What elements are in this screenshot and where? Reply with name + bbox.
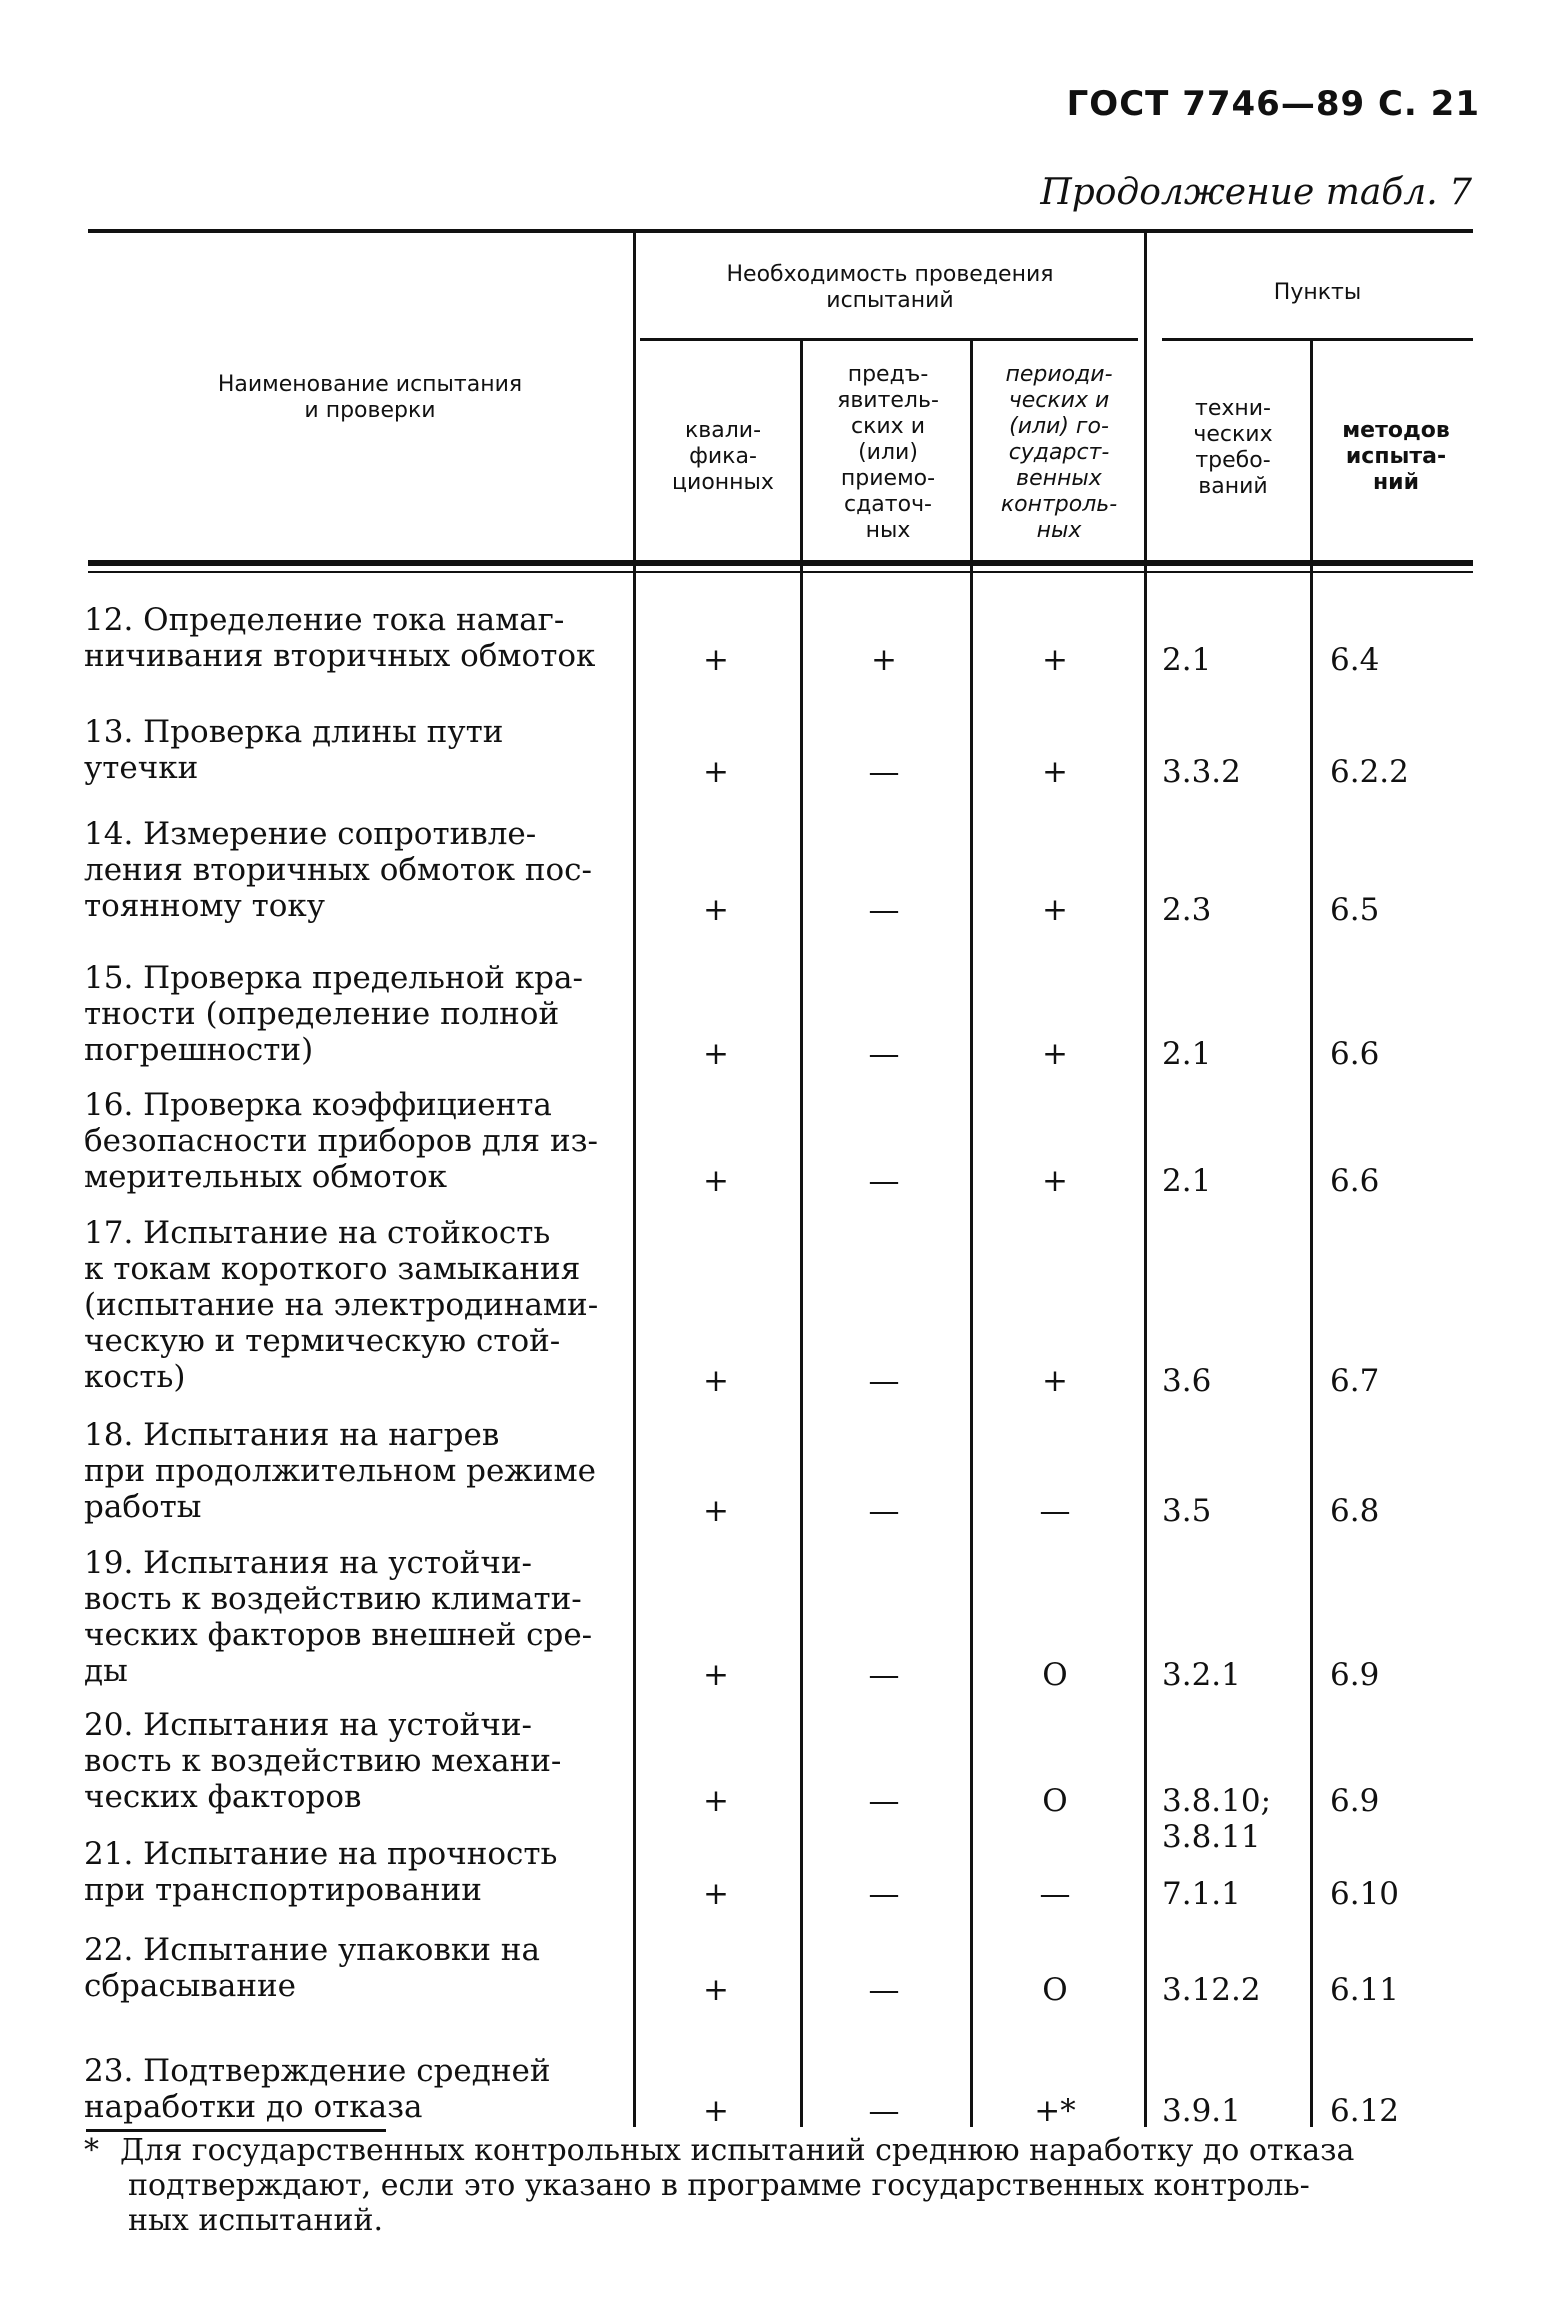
cell-qualification: + bbox=[703, 642, 729, 678]
cell-periodic: +* bbox=[1034, 2093, 1076, 2129]
cell-periodic: — bbox=[1039, 1876, 1071, 1912]
table-caption: Продолжение табл. 7 bbox=[1040, 172, 1472, 213]
cell-technical-clause: 3.2.1 bbox=[1162, 1657, 1241, 1693]
col-divider-period bbox=[1144, 233, 1147, 2127]
cell-periodic: О bbox=[1042, 1783, 1068, 1819]
cell-periodic: + bbox=[1042, 642, 1068, 678]
row-test-name: 19. Испытания на устойчи- вость к воздействию климати- ческих факторов внешней сре- ды bbox=[84, 1545, 593, 1689]
cell-qualification: + bbox=[703, 1163, 729, 1199]
footnote-line-1: Для государственных контрольных испытаний среднюю наработку до отказа bbox=[120, 2133, 1355, 2168]
cell-technical-clause: 3.12.2 bbox=[1162, 1972, 1261, 2008]
row-test-name: 23. Подтверждение средней наработки до отказа bbox=[84, 2053, 551, 2125]
cell-acceptance: — bbox=[868, 1493, 900, 1529]
cell-method-clause: 6.12 bbox=[1330, 2093, 1400, 2129]
cell-acceptance: + bbox=[871, 642, 897, 678]
cell-technical-clause: 2.3 bbox=[1162, 892, 1212, 928]
cell-periodic: + bbox=[1042, 1163, 1068, 1199]
row-test-name: 16. Проверка коэффициента безопасности приборов для из- мерительных обмоток bbox=[84, 1087, 598, 1195]
cell-periodic: — bbox=[1039, 1493, 1071, 1529]
cell-periodic: + bbox=[1042, 892, 1068, 928]
footnote bbox=[84, 2133, 1474, 2238]
col-divider-qual bbox=[800, 341, 803, 2127]
row-test-name: 13. Проверка длины пути утечки bbox=[84, 714, 504, 786]
cell-method-clause: 6.9 bbox=[1330, 1657, 1380, 1693]
cell-method-clause: 6.10 bbox=[1330, 1876, 1400, 1912]
cell-technical-clause: 3.3.2 bbox=[1162, 754, 1241, 790]
row-test-name: 17. Испытание на стойкость к токам короткого замыкания (испытание на электродинами- ческую и термическую стой- кость) bbox=[84, 1215, 599, 1395]
table-top-rule bbox=[88, 229, 1473, 233]
cell-technical-clause: 2.1 bbox=[1162, 1036, 1212, 1072]
col-header-name: Наименование испытания и проверки bbox=[217, 372, 523, 423]
cell-acceptance: — bbox=[868, 1657, 900, 1693]
footnote-line-3: ных испытаний. bbox=[128, 2203, 383, 2238]
col-header-clauses: Пункты bbox=[1273, 280, 1362, 305]
cell-qualification: + bbox=[703, 1657, 729, 1693]
cell-acceptance: — bbox=[868, 1972, 900, 2008]
col-header-methods: методов испыта- ний bbox=[1342, 418, 1450, 495]
col-header-periodic: периоди- ческих и (или) го- сударст- венных контроль- ных bbox=[1000, 362, 1118, 543]
row-test-name: 15. Проверка предельной кра- тности (определение полной погрешности) bbox=[84, 960, 583, 1068]
cell-periodic: О bbox=[1042, 1972, 1068, 2008]
cell-method-clause: 6.8 bbox=[1330, 1493, 1380, 1529]
cell-qualification: + bbox=[703, 1363, 729, 1399]
cell-periodic: + bbox=[1042, 1363, 1068, 1399]
cell-acceptance: — bbox=[868, 1163, 900, 1199]
row-test-name: 14. Измерение сопротивле- ления вторичных обмоток пос- тоянному току bbox=[84, 816, 593, 924]
cell-technical-clause: 2.1 bbox=[1162, 642, 1212, 678]
table-bottom-rule bbox=[86, 2129, 386, 2132]
cell-qualification: + bbox=[703, 2093, 729, 2129]
cell-qualification: + bbox=[703, 1036, 729, 1072]
cell-method-clause: 6.2.2 bbox=[1330, 754, 1409, 790]
row-test-name: 22. Испытание упаковки на сбрасывание bbox=[84, 1932, 540, 2004]
cell-technical-clause: 3.9.1 bbox=[1162, 2093, 1241, 2129]
col-divider-tech bbox=[1310, 341, 1313, 2127]
cell-acceptance: — bbox=[868, 1363, 900, 1399]
cell-method-clause: 6.4 bbox=[1330, 642, 1380, 678]
necessity-subrule bbox=[640, 338, 1138, 341]
cell-method-clause: 6.11 bbox=[1330, 1972, 1400, 2008]
cell-acceptance: — bbox=[868, 892, 900, 928]
cell-technical-clause: 2.1 bbox=[1162, 1163, 1212, 1199]
header-bottom-rule bbox=[88, 560, 1473, 566]
page-header: ГОСТ 7746—89 С. 21 bbox=[1066, 84, 1480, 124]
cell-method-clause: 6.9 bbox=[1330, 1783, 1380, 1819]
clauses-subrule bbox=[1162, 338, 1473, 341]
cell-qualification: + bbox=[703, 754, 729, 790]
cell-technical-clause: 3.6 bbox=[1162, 1363, 1212, 1399]
col-header-acceptance: предъ- явитель- ских и (или) приемо- сдаточ- ных bbox=[837, 362, 939, 543]
cell-acceptance: — bbox=[868, 754, 900, 790]
row-test-name: 12. Определение тока намаг- ничивания вторичных обмоток bbox=[84, 602, 596, 674]
col-header-necessity: Необходимость проведения испытаний bbox=[726, 262, 1054, 313]
cell-method-clause: 6.6 bbox=[1330, 1036, 1380, 1072]
col-divider-accept bbox=[970, 341, 973, 2127]
cell-qualification: + bbox=[703, 1493, 729, 1529]
header-bottom-rule-thin bbox=[88, 571, 1473, 573]
footnote-star: * bbox=[84, 2133, 99, 2168]
cell-technical-clause: 3.5 bbox=[1162, 1493, 1212, 1529]
cell-method-clause: 6.6 bbox=[1330, 1163, 1380, 1199]
cell-method-clause: 6.5 bbox=[1330, 892, 1380, 928]
cell-qualification: + bbox=[703, 892, 729, 928]
col-header-technical: техни- ческих требо- ваний bbox=[1193, 396, 1273, 499]
cell-qualification: + bbox=[703, 1783, 729, 1819]
row-test-name: 18. Испытания на нагрев при продолжительном режиме работы bbox=[84, 1417, 596, 1525]
cell-periodic: О bbox=[1042, 1657, 1068, 1693]
col-header-qualification: квали- фика- ционных bbox=[672, 418, 774, 495]
row-test-name: 21. Испытание на прочность при транспортировании bbox=[84, 1836, 558, 1908]
cell-method-clause: 6.7 bbox=[1330, 1363, 1380, 1399]
row-test-name: 20. Испытания на устойчи- вость к воздействию механи- ческих факторов bbox=[84, 1707, 562, 1815]
cell-technical-clause: 3.8.10; 3.8.11 bbox=[1162, 1783, 1272, 1855]
cell-periodic: + bbox=[1042, 1036, 1068, 1072]
footnote-line-2: подтверждают, если это указано в программе государственных контроль- bbox=[128, 2168, 1310, 2203]
cell-acceptance: — bbox=[868, 1876, 900, 1912]
cell-technical-clause: 7.1.1 bbox=[1162, 1876, 1241, 1912]
col-divider-name bbox=[633, 233, 636, 2127]
cell-qualification: + bbox=[703, 1876, 729, 1912]
cell-qualification: + bbox=[703, 1972, 729, 2008]
cell-periodic: + bbox=[1042, 754, 1068, 790]
cell-acceptance: — bbox=[868, 1036, 900, 1072]
cell-acceptance: — bbox=[868, 2093, 900, 2129]
cell-acceptance: — bbox=[868, 1783, 900, 1819]
